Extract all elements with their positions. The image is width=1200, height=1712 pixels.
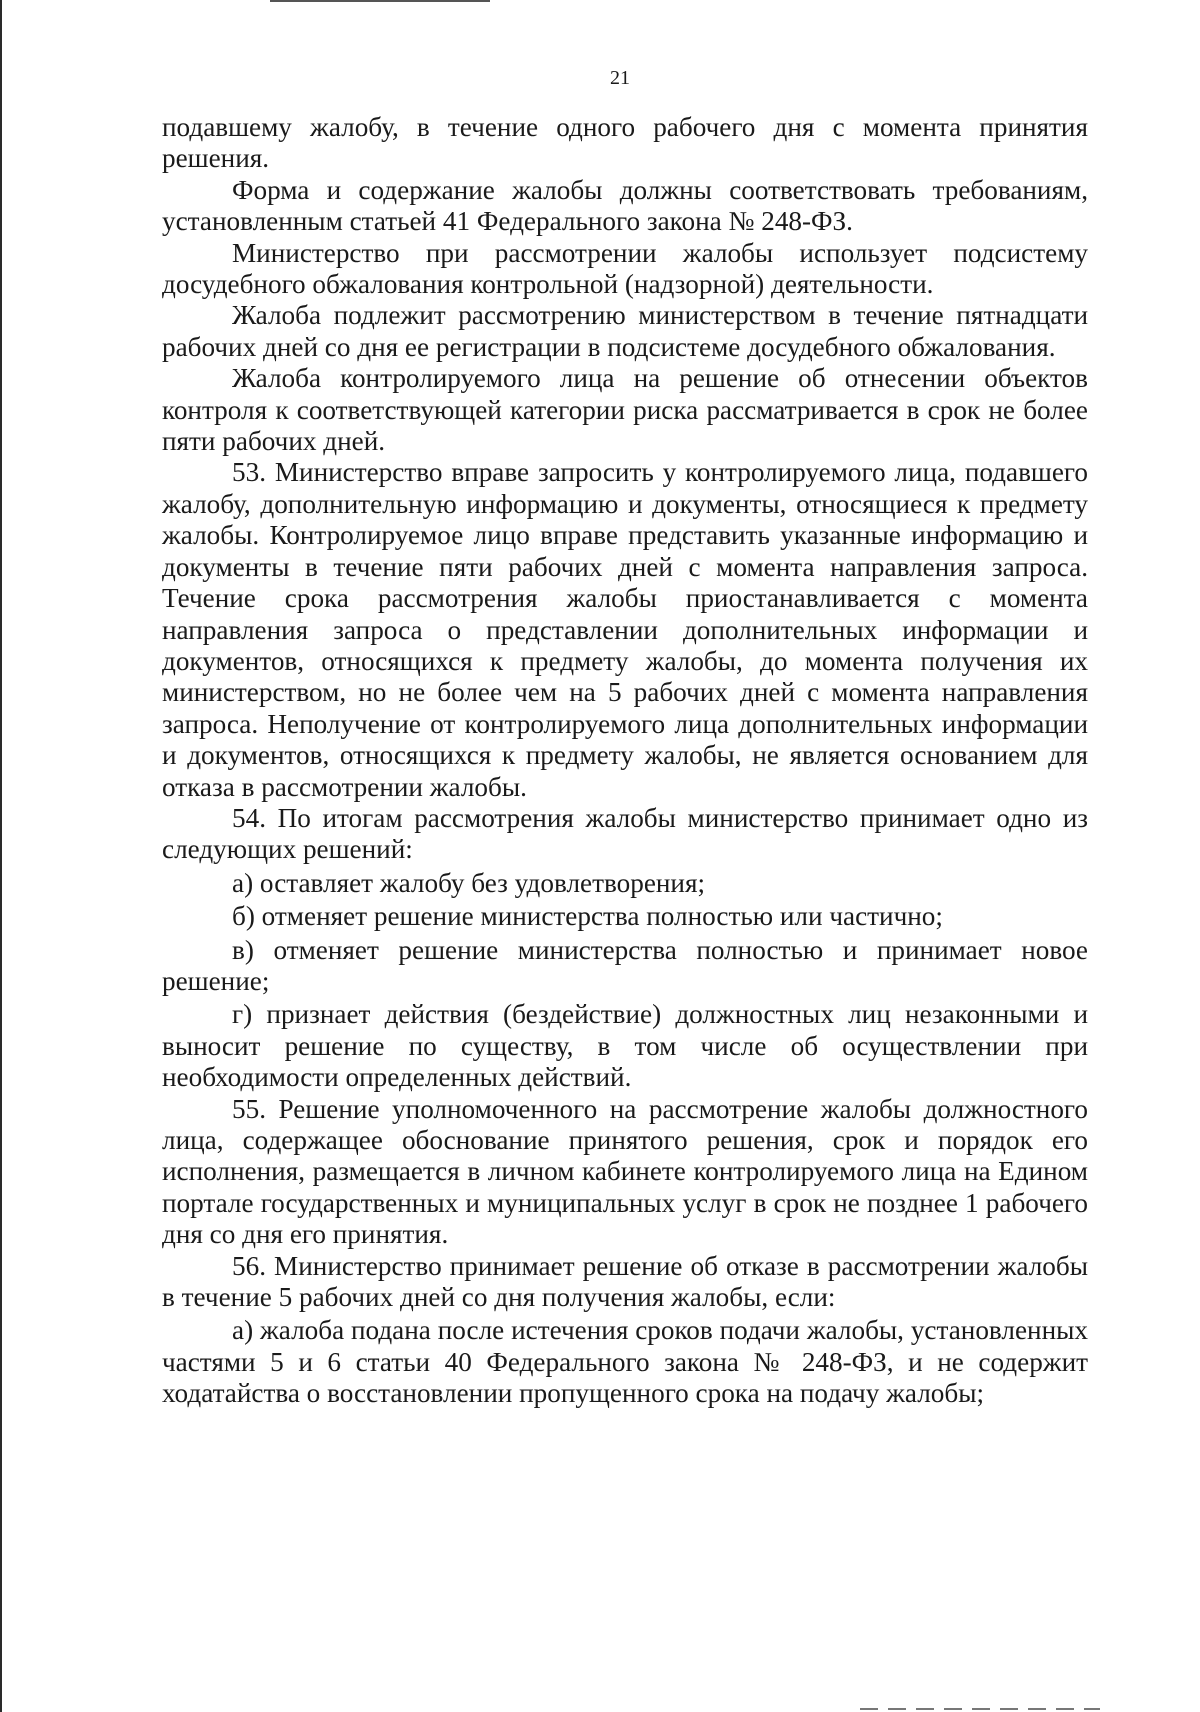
page-number: 21 [610, 67, 630, 89]
paragraph-55: 55. Решение уполномоченного на рассмотрение жалобы должностного лица, содержащее обоснование принятого решения, срок и порядок его исполнения, размещается в личном кабинете контролируемого лица на Едином портале государственных и муниципальных услуг в срок не позднее 1 рабочего дня со дня его принятия. [162, 1093, 1088, 1250]
document-body [162, 112, 1088, 1410]
paragraph-54: 54. По итогам рассмотрения жалобы министерство принимает одно из следующих решений: [162, 802, 1088, 865]
paragraph-continuation: подавшему жалобу, в течение одного рабочего дня с момента принятия решения. [162, 112, 1088, 174]
list-item-54a: а) оставляет жалобу без удовлетворения; [232, 867, 706, 898]
scan-edge-left [0, 0, 2, 1712]
list-item-54b: б) отменяет решение министерства полностью или частично; [232, 901, 943, 932]
paragraph-subsystem: Министерство при рассмотрении жалобы использует подсистему досудебного обжалования контрольной (надзорной) деятельности. [162, 237, 1088, 300]
paragraph-56: 56. Министерство принимает решение об отказе в рассмотрении жалобы в течение 5 рабочих дней со дня получения жалобы, если: [162, 1250, 1088, 1313]
paragraph-53: 53. Министерство вправе запросить у контролируемого лица, подавшего жалобу, дополнительную информацию и документы, относящиеся к предмету жалобы. Контролируемое лицо вправе представить указанные информацию и документы в течение пяти рабочих дней с момента направления запроса. Течение срока рассмотрения жалобы приостанавливается с момента направления запроса о представлении дополнительных информации и документов, относящихся к предмету жалобы, до момента получения их министерством, но не более чем на 5 рабочих дней с момента направления запроса. Неполучение от контролируемого лица дополнительных информации и документов, относящихся к предмету жалобы, не является основанием для отказа в рассмотрении жалобы. [162, 457, 1088, 802]
paragraph-risk-category: Жалоба контролируемого лица на решение об отнесении объектов контроля к соответствующей категории риска рассматривается в срок не более пяти рабочих дней. [162, 363, 1088, 457]
paragraph-complaint-form: Форма и содержание жалобы должны соответствовать требованиям, установленным статьей 41 Федерального закона № 248-ФЗ. [162, 174, 1088, 237]
scan-edge-top [270, 0, 490, 2]
list-item-54c: в) отменяет решение министерства полностью и принимает новое решение; [162, 934, 1088, 996]
list-item-54d: г) признает действия (бездействие) должностных лиц незаконными и выносит решение по существу, в том числе об осуществлении при необходимости определенных действий. [162, 999, 1088, 1093]
paragraph-review-period: Жалоба подлежит рассмотрению министерством в течение пятнадцати рабочих дней со дня ее регистрации в подсистеме досудебного обжалования. [162, 300, 1088, 362]
scan-edge-bottom [860, 1708, 1100, 1710]
list-item-56a: а) жалоба подана после истечения сроков подачи жалобы, установленных частями 5 и 6 статьи 40 Федерального закона № 248-ФЗ, и не содержит ходатайства о восстановлении пропущенного срока на подачу жалобы; [162, 1315, 1088, 1409]
